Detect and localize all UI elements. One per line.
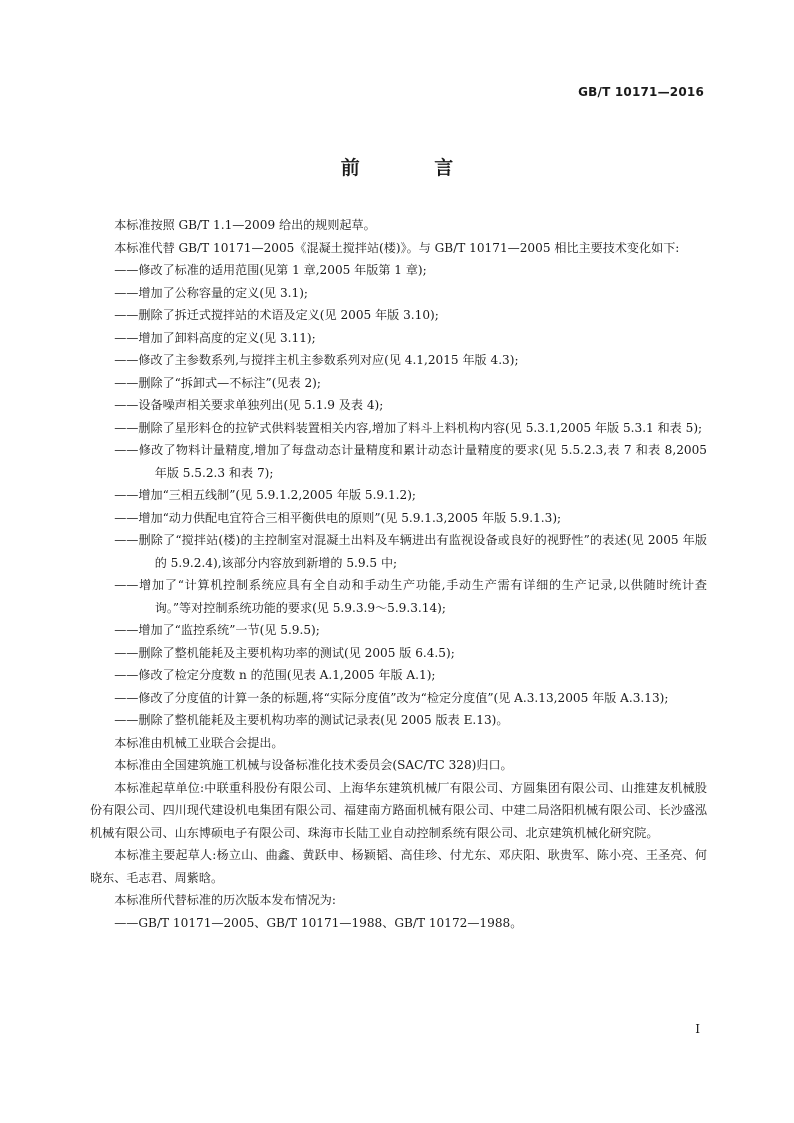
change-item: ——修改了检定分度数 n 的范围(见表 A.1,2005 年版 A.1); xyxy=(114,668,436,682)
change-item: ——增加了“监控系统”一节(见 5.9.5); xyxy=(114,623,320,637)
document-body xyxy=(90,214,707,934)
change-item: ——增加了公称容量的定义(见 3.1); xyxy=(114,285,309,300)
change-item: ——删除了整机能耗及主要机构功率的测试记录表(见 2005 版表 E.13)。 xyxy=(114,713,509,727)
drafting-units: 本标准起草单位:中联重科股份有限公司、上海华东建筑机械厂有限公司、方圆集团有限公司、山推建友机械股份有限公司、四川现代建设机电集团有限公司、福建南方路面机械有限公司、中建二局洛阳机械有限公司、长沙盛泓机械有限公司、山东博硕电子有限公司、珠海市长陆工业自动控制系统有限公司、北京建筑机械化研究院。 xyxy=(90,780,707,840)
standard-code: GB/T 10171—2016 xyxy=(578,85,704,99)
paragraph: 本标准由全国建筑施工机械与设备标准化技术委员会(SAC/TC 328)归口。 xyxy=(114,758,513,772)
change-item: ——删除了星形料仓的拉铲式供料装置相关内容,增加了料斗上料机构内容(见 5.3.1,2005 年版 5.3.1 和表 5); xyxy=(114,420,703,435)
drafters: 本标准主要起草人:杨立山、曲鑫、黄跃申、杨颖韬、高佳珍、付尤东、邓庆阳、耿贵军、陈小亮、王圣亮、何晓东、毛志君、周紫晗。 xyxy=(90,848,707,885)
change-item: ——修改了标准的适用范围(见第 1 章,2005 年版第 1 章); xyxy=(114,263,427,277)
change-item: ——修改了物料计量精度,增加了每盘动态计量精度和累计动态计量精度的要求(见 5.5.2.3,表 7 和表 8,2005 年版 5.5.2.3 和表 7); xyxy=(114,443,707,480)
paragraph: 本标准代替 GB/T 10171—2005《混凝土搅拌站(楼)》。与 GB/T 10171—2005 相比主要技术变化如下: xyxy=(114,240,680,255)
page-title: 前 言 xyxy=(340,157,488,179)
change-item: ——设备噪声相关要求单独列出(见 5.1.9 及表 4); xyxy=(114,398,384,412)
change-item: ——修改了分度值的计算一条的标题,将“实际分度值”改为“检定分度值”(见 A.3.13,2005 年版 A.3.13); xyxy=(114,690,669,705)
paragraph: 本标准由机械工业联合会提出。 xyxy=(114,735,284,750)
paragraph: 本标准所代替标准的历次版本发布情况为: xyxy=(114,893,336,907)
change-item: ——删除了拆迁式搅拌站的术语及定义(见 2005 年版 3.10); xyxy=(114,308,439,322)
change-item: ——删除了“拆卸式—不标注”(见表 2); xyxy=(114,375,321,390)
paragraph: 本标准按照 GB/T 1.1—2009 给出的规则起草。 xyxy=(114,218,376,232)
change-item: ——增加了卸料高度的定义(见 3.11); xyxy=(114,330,316,345)
change-item: ——删除了“搅拌站(楼)的主控制室对混凝土出料及车辆进出有监视设备或良好的视野性”的表述(见 2005 年版的 5.9.2.4),该部分内容放到新增的 5.9.5 中; xyxy=(114,533,707,570)
page-number: I xyxy=(695,1022,700,1036)
history-item: ——GB/T 10171—2005、GB/T 10171—1988、GB/T 10172—1988。 xyxy=(114,915,523,930)
change-item: ——修改了主参数系列,与搅拌主机主参数系列对应(见 4.1,2015 年版 4.3); xyxy=(114,353,519,367)
change-item: ——增加“动力供配电宜符合三相平衡供电的原则”(见 5.9.1.3,2005 年版 5.9.1.3); xyxy=(114,510,562,525)
change-item: ——删除了整机能耗及主要机构功率的测试(见 2005 版 6.4.5); xyxy=(114,645,455,660)
change-item: ——增加了“计算机控制系统应具有全自动和手动生产功能,手动生产需有详细的生产记录,以供随时统计查询。”等对控制系统功能的要求(见 5.9.3.9～5.9.3.14); xyxy=(114,578,707,615)
change-item: ——增加“三相五线制”(见 5.9.1.2,2005 年版 5.9.1.2); xyxy=(114,488,416,502)
